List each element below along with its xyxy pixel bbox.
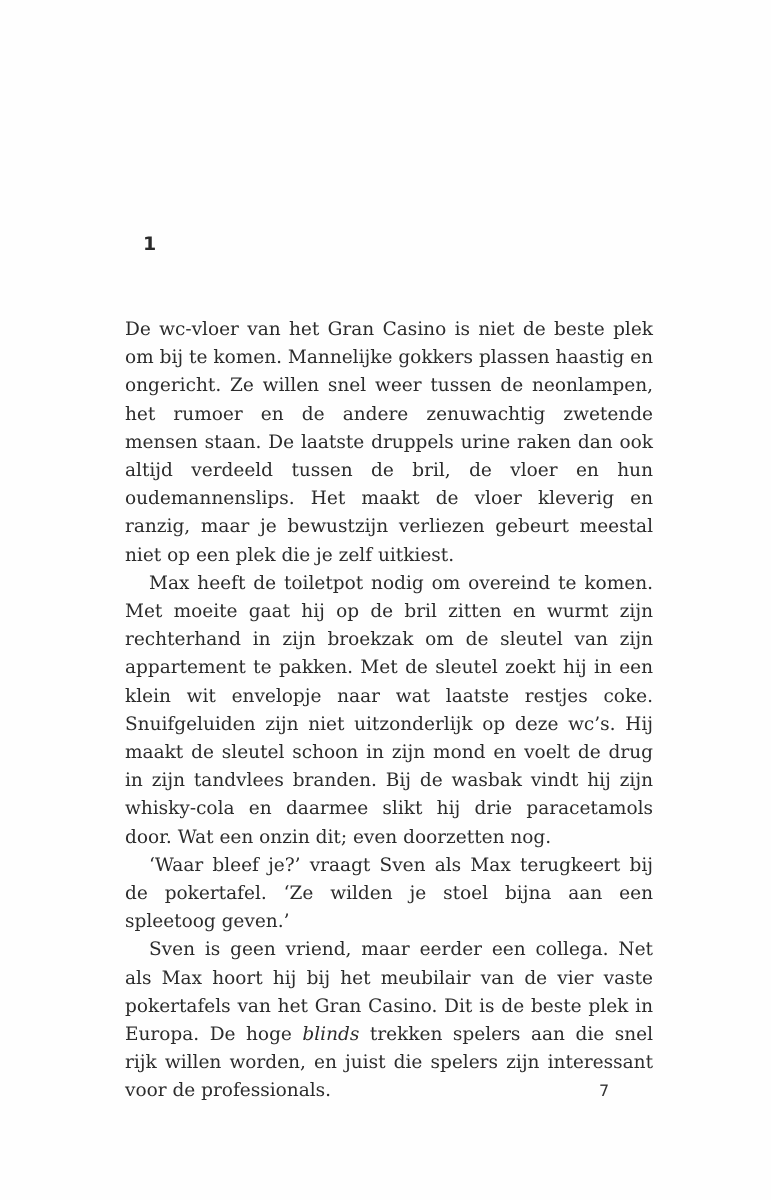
- chapter-body: [125, 316, 653, 1106]
- paragraph-4-emphasis: blinds: [302, 1024, 360, 1046]
- chapter-number: 1: [143, 233, 157, 255]
- paragraph-2: Max heeft de toiletpot nodig om overeind te komen. Met moeite gaat hij op de bril zitten en wurmt zijn rechterhand in zijn broekzak om de sleutel van zijn appartement te pakken. Met de sleutel zoekt hij in een klein wit envelopje naar wat laatste restjes coke. Snuifgeluiden zijn niet uitzonderlijk op deze wc’s. Hij maakt de sleutel schoon in zijn mond en voelt de drug in zijn tandvlees branden. Bij de wasbak vindt hij zijn whisky-cola en daarmee slikt hij drie paracetamols door. Wat een onzin dit; even doorzetten nog.: [125, 572, 653, 848]
- paragraph-4-text-after: trekken spelers aan die snel rijk willen worden, en juist die spelers zijn interessant voor de professionals.: [125, 1024, 653, 1102]
- paragraph-3: ‘Waar bleef je?’ vraagt Sven als Max terugkeert bij de pokertafel. ‘Ze wilden je stoel bijna aan een spleetoog geven.’: [125, 854, 653, 933]
- paragraph-1: De wc-vloer van het Gran Casino is niet de beste plek om bij te komen. Mannelijke gokkers plassen haastig en ongericht. Ze willen snel weer tussen de neonlampen, het rumoer en de andere zenuwachtig zwetende mensen staan. De laatste druppels urine raken dan ook altijd verdeeld tussen de bril, de vloer en hun oudemannenslips. Het maakt de vloer kleverig en ranzig, maar je bewustzijn verliezen gebeurt meestal niet op een plek die je zelf uitkiest.: [125, 319, 653, 566]
- paragraph-4: [125, 936, 653, 1105]
- page-number: 7: [599, 1081, 610, 1100]
- paragraph-4-text-before: Sven is geen vriend, maar eerder een collega. Net als Max hoort hij bij het meubilair van de vier vaste pokertafels van het Gran Casino. Dit is de beste plek in Europa. De hoge: [125, 939, 653, 1046]
